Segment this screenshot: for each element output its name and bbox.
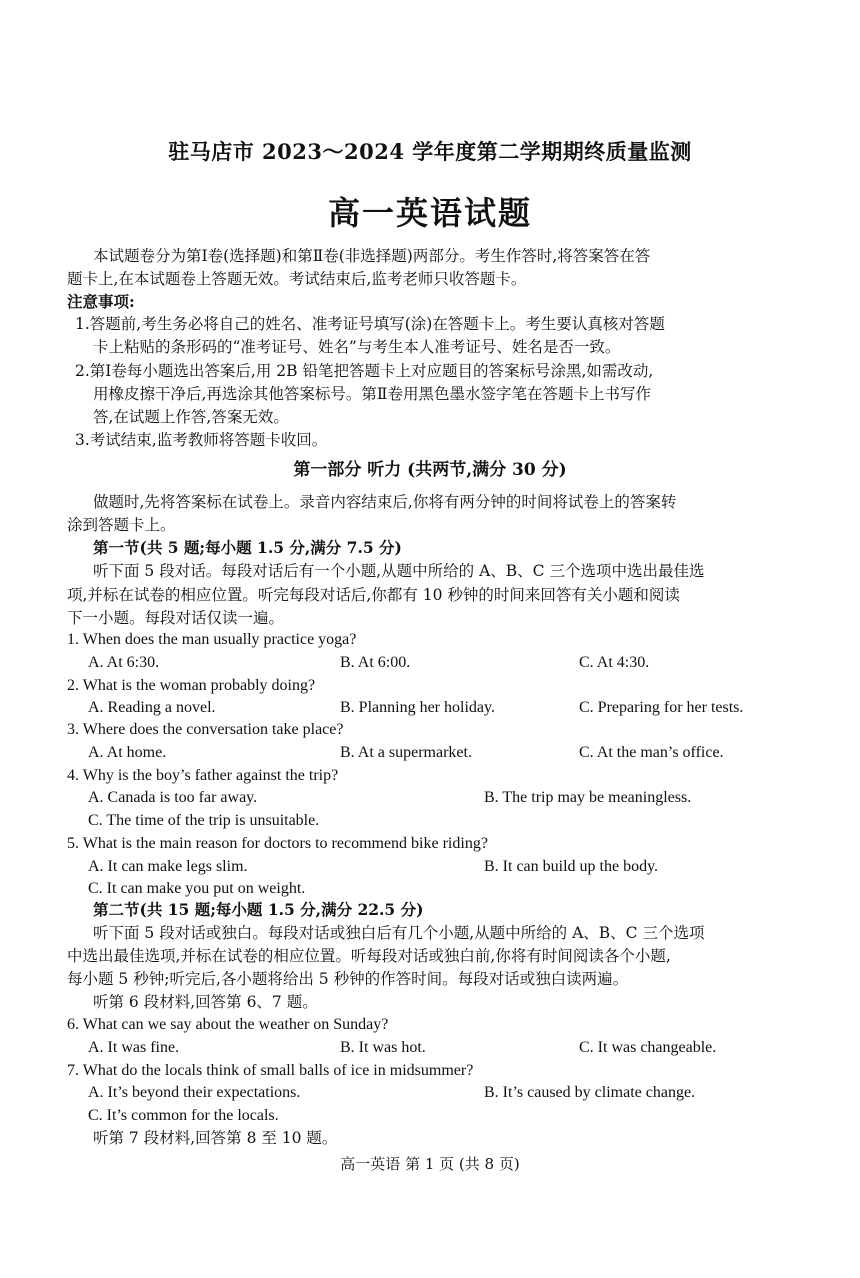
section1-instruction: 下一小题。每段对话仅读一遍。 — [67, 609, 285, 627]
intro-line: 本试题卷分为第Ⅰ卷(选择题)和第Ⅱ卷(非选择题)两部分。考生作答时,将答案答在答 — [93, 247, 651, 265]
section2-instruction: 每小题 5 秒钟;听完后,各小题将给出 5 秒钟的作答时间。每段对话或独白读两遍。 — [67, 970, 629, 988]
question-stem: 5. What is the main reason for doctors to recommend bike riding? — [67, 835, 488, 852]
option-a: A. Reading a novel. — [88, 699, 216, 716]
question-stem: 7. What do the locals think of small balls of ice in midsummer? — [67, 1062, 474, 1079]
material-7-note: 听第 7 段材料,回答第 8 至 10 题。 — [93, 1129, 338, 1147]
option-c: C. At the man’s office. — [579, 744, 724, 761]
intro-line: 题卡上,在本试题卷上答题无效。考试结束后,监考老师只收答题卡。 — [67, 270, 527, 288]
option-b: B. It’s caused by climate change. — [484, 1084, 696, 1101]
option-a: A. It was fine. — [88, 1039, 180, 1056]
option-b: B. Planning her holiday. — [340, 699, 495, 716]
notes-line: 3.考试结束,监考教师将答题卡收回。 — [75, 431, 328, 449]
notes-line: 答,在试题上作答,答案无效。 — [93, 408, 289, 426]
notes-line: 卡上粘贴的条形码的“准考证号、姓名”与考生本人准考证号、姓名是否一致。 — [93, 338, 621, 356]
part1-intro-line: 涂到答题卡上。 — [67, 516, 176, 534]
option-a: A. At home. — [88, 744, 167, 761]
option-a: A. Canada is too far away. — [88, 789, 258, 806]
section2-instruction: 中选出最佳选项,并标在试卷的相应位置。听每段对话或独白前,你将有时间阅读各个小题, — [67, 947, 671, 965]
option-c: C. It can make you put on weight. — [88, 880, 306, 897]
part1-intro-line: 做题时,先将答案标在试卷上。录音内容结束后,你将有两分钟的时间将试卷上的答案转 — [93, 493, 677, 511]
option-b: B. At a supermarket. — [340, 744, 472, 761]
option-b: B. It can build up the body. — [484, 858, 659, 875]
notes-line: 1.答题前,考生务必将自己的姓名、准考证号填写(涂)在答题卡上。考生要认真核对答题 — [75, 315, 665, 333]
question-stem: 1. When does the man usually practice yoga? — [67, 631, 357, 648]
option-a: A. At 6:30. — [88, 654, 160, 671]
section1-heading: 第一节(共 5 题;每小题 1.5 分,满分 7.5 分) — [93, 538, 402, 557]
question-stem: 3. Where does the conversation take place? — [67, 721, 344, 738]
option-a: A. It can make legs slim. — [88, 858, 248, 875]
option-a: A. It’s beyond their expectations. — [88, 1084, 301, 1101]
option-c: C. It was changeable. — [579, 1039, 717, 1056]
notes-heading: 注意事项: — [67, 292, 135, 311]
option-b: B. It was hot. — [340, 1039, 426, 1056]
option-b: B. At 6:00. — [340, 654, 411, 671]
notes-line: 用橡皮擦干净后,再选涂其他答案标号。第Ⅱ卷用黑色墨水签字笔在答题卡上书写作 — [93, 385, 651, 403]
page-footer: 高一英语 第 1 页 (共 8 页) — [340, 1155, 520, 1173]
material-6-note: 听第 6 段材料,回答第 6、7 题。 — [93, 993, 318, 1011]
part1-heading: 第一部分 听力 (共两节,满分 30 分) — [293, 460, 567, 480]
question-stem: 2. What is the woman probably doing? — [67, 677, 316, 694]
option-c: C. It’s common for the locals. — [88, 1107, 279, 1124]
exam-title: 驻马店市 2023～2024 学年度第二学期期终质量监测 — [168, 139, 692, 164]
section1-instruction: 听下面 5 段对话。每段对话后有一个小题,从题中所给的 A、B、C 三个选项中选出最佳选 — [93, 562, 705, 580]
notes-line: 2.第Ⅰ卷每小题选出答案后,用 2B 铅笔把答题卡上对应题目的答案标号涂黑,如需改动, — [75, 362, 654, 380]
subject-title: 高一英语试题 — [327, 194, 532, 232]
option-c: C. At 4:30. — [579, 654, 650, 671]
question-stem: 6. What can we say about the weather on Sunday? — [67, 1016, 389, 1033]
option-c: C. Preparing for her tests. — [579, 699, 744, 716]
option-c: C. The time of the trip is unsuitable. — [88, 812, 320, 829]
section2-instruction: 听下面 5 段对话或独白。每段对话或独白后有几个小题,从题中所给的 A、B、C 三个选项 — [93, 924, 705, 942]
section2-heading: 第二节(共 15 题;每小题 1.5 分,满分 22.5 分) — [93, 900, 424, 919]
option-b: B. The trip may be meaningless. — [484, 789, 692, 806]
section1-instruction: 项,并标在试卷的相应位置。听完每段对话后,你都有 10 秒钟的时间来回答有关小题和阅读 — [67, 586, 680, 604]
question-stem: 4. Why is the boy’s father against the trip? — [67, 767, 339, 784]
